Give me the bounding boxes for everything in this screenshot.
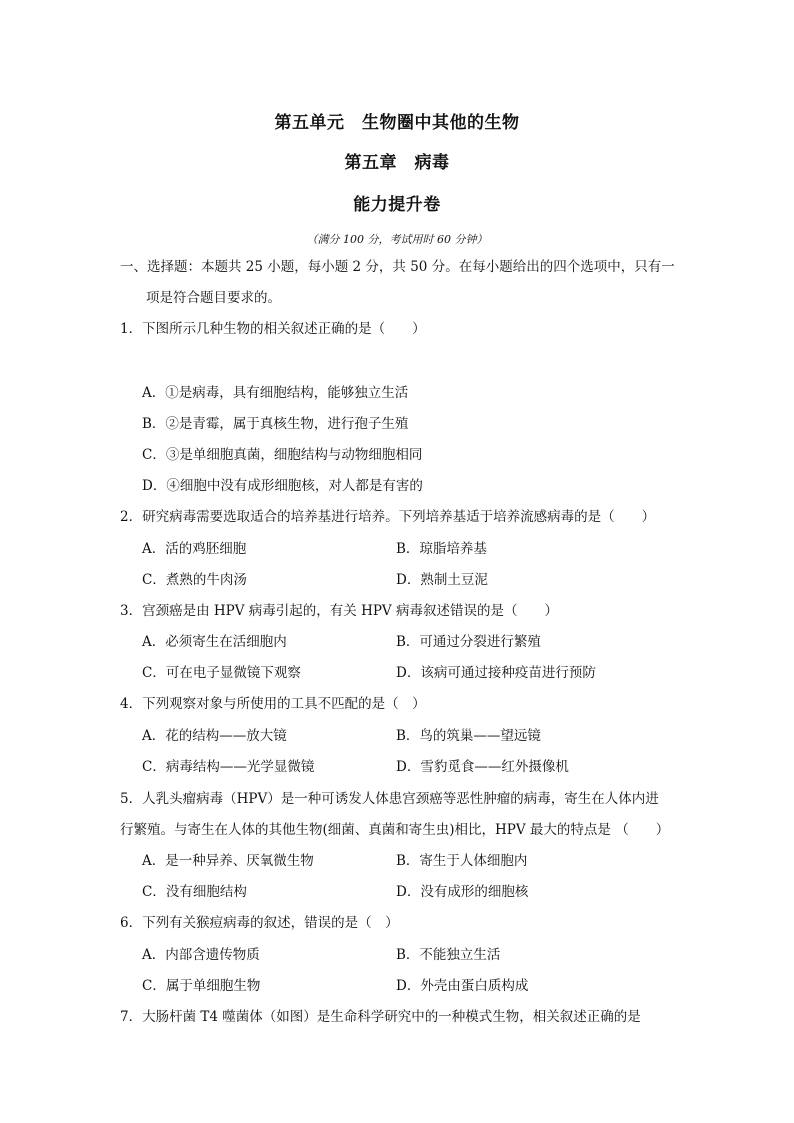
question-5-option-b: B．寄生于人体细胞内 — [396, 853, 528, 869]
question-2-option-a: A．活的鸡胚细胞 — [142, 541, 247, 557]
section-instructions-line1: 一、选择题：本题共 25 小题，每小题 2 分，共 50 分。在每小题给出的四个选项中，只有一 — [120, 259, 675, 275]
question-3-option-a: A．必须寄生在活细胞内 — [142, 634, 287, 650]
question-1-stem: 1．下图所示几种生物的相关叙述正确的是（ ） — [120, 321, 426, 337]
question-6-stem: 6．下列有关猴痘病毒的叙述，错误的是（ ） — [120, 915, 399, 931]
question-3-option-b: B．可通过分裂进行繁殖 — [396, 634, 541, 650]
question-6-option-d: D．外壳由蛋白质构成 — [396, 978, 529, 994]
question-1-option-a: A．①是病毒，具有细胞结构，能够独立生活 — [142, 385, 409, 401]
question-2-stem: 2．研究病毒需要选取适合的培养基进行培养。下列培养基适于培养流感病毒的是（ ） — [120, 509, 656, 525]
question-5-option-c: C．没有细胞结构 — [142, 884, 247, 900]
question-4-option-d: D．雪豹觅食——红外摄像机 — [396, 759, 569, 775]
question-3-stem: 3．宫颈癌是由 HPV 病毒引起的，有关 HPV 病毒叙述错误的是（ ） — [120, 603, 558, 619]
question-5-option-a: A．是一种异养、厌氧微生物 — [142, 853, 314, 869]
question-4-stem: 4．下列观察对象与所使用的工具不匹配的是（ ） — [120, 696, 426, 712]
question-7-stem: 7．大肠杆菌 T4 噬菌体（如图）是生命科学研究中的一种模式生物，相关叙述正确的是 — [120, 1009, 641, 1025]
question-4-option-b: B．鸟的筑巢——望远镜 — [396, 728, 541, 744]
question-5-stem-line2: 行繁殖。与寄生在人体的其他生物(细菌、真菌和寄生虫)相比，HPV 最大的特点是 （ ） — [120, 822, 670, 838]
question-5-option-d: D．没有成形的细胞核 — [396, 884, 529, 900]
exam-note: （满分 100 分，考试用时 60 分钟） — [306, 233, 488, 246]
question-3-option-d: D．该病可通过接种疫苗进行预防 — [396, 665, 596, 681]
chapter-title: 第五章 病毒 — [344, 153, 450, 173]
section-instructions-line2: 项是符合题目要求的。 — [146, 290, 281, 306]
question-2-option-b: B．琼脂培养基 — [396, 541, 487, 557]
question-2-option-d: D．熟制土豆泥 — [396, 572, 488, 588]
question-6-option-b: B．不能独立生活 — [396, 947, 501, 963]
unit-title: 第五单元 生物圈中其他的生物 — [274, 113, 520, 133]
question-1-option-d: D．④细胞中没有成形细胞核，对人都是有害的 — [142, 478, 423, 494]
question-2-option-c: C．煮熟的牛肉汤 — [142, 572, 247, 588]
question-6-option-a: A．内部含遗传物质 — [142, 947, 260, 963]
question-4-option-c: C．病毒结构——光学显微镜 — [142, 759, 315, 775]
question-4-option-a: A．花的结构——放大镜 — [142, 728, 287, 744]
level-title: 能力提升卷 — [353, 195, 441, 215]
question-3-option-c: C．可在电子显微镜下观察 — [142, 665, 301, 681]
question-1-option-c: C．③是单细胞真菌，细胞结构与动物细胞相同 — [142, 447, 423, 463]
question-5-stem-line1: 5．人乳头瘤病毒（HPV）是一种可诱发人体患宫颈癌等恶性肿瘤的病毒，寄生在人体内进 — [120, 791, 659, 807]
question-6-option-c: C．属于单细胞生物 — [142, 978, 261, 994]
question-1-option-b: B．②是青霉，属于真核生物，进行孢子生殖 — [142, 416, 409, 432]
